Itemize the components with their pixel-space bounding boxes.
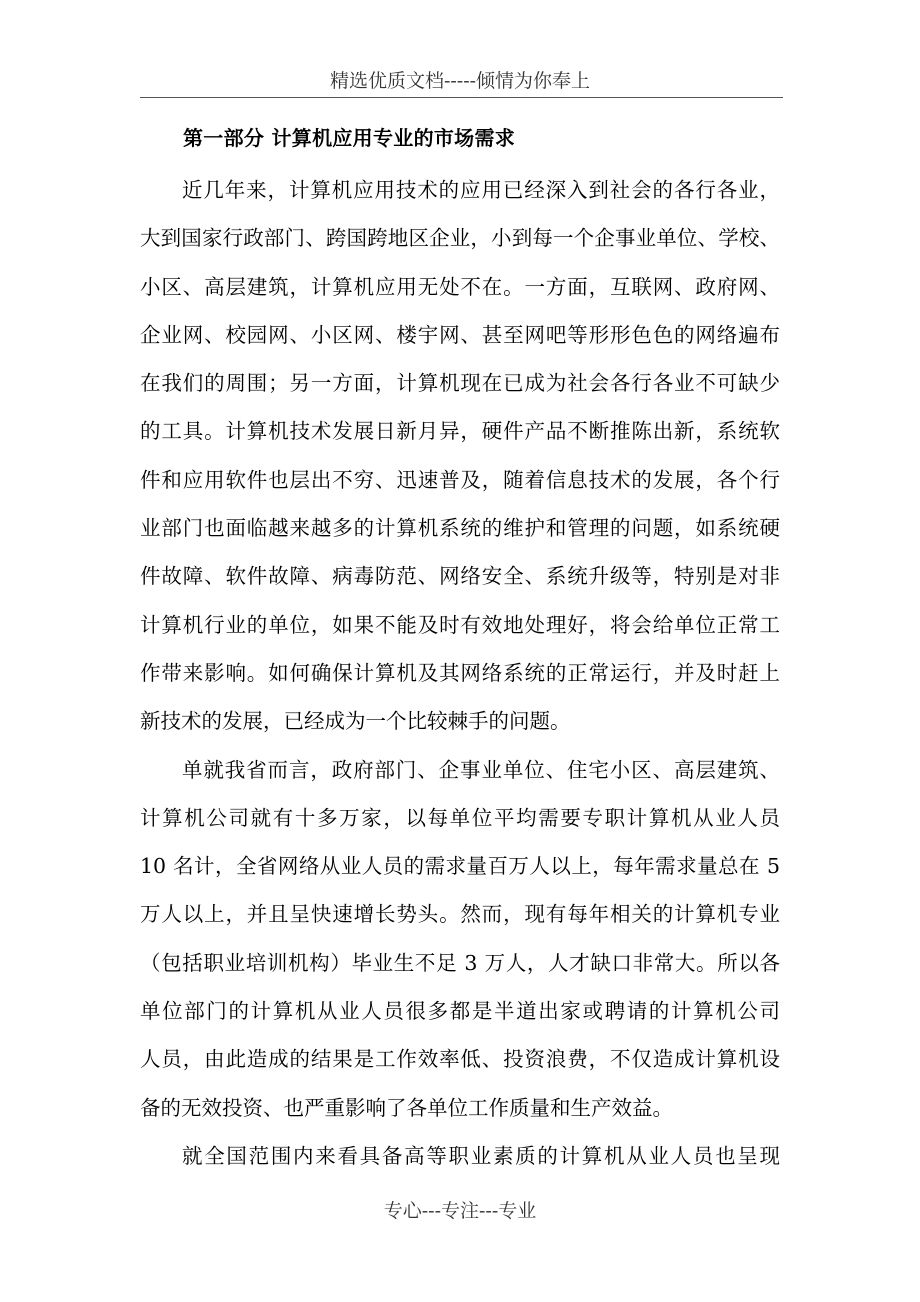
paragraph — [140, 166, 780, 746]
text-line: （包括职业培训机构）毕业生不足 3 万人，人才缺口非常大。所以各 — [140, 950, 780, 975]
text-line: 作带来影响。如何确保计算机及其网络系统的正常运行，并及时赶上 — [140, 660, 780, 685]
paragraph — [140, 746, 780, 1132]
text-line: 企业网、校园网、小区网、楼宇网、甚至网吧等形形色色的网络遍布 — [140, 322, 780, 347]
text-line: 件和应用软件也层出不穷、迅速普及，随着信息技术的发展，各个行 — [140, 467, 780, 492]
page-footer: 专心---专注---专业 — [383, 1200, 537, 1222]
body-text — [140, 166, 780, 1180]
text-line: 在我们的周围；另一方面，计算机现在已成为社会各行各业不可缺少 — [140, 371, 780, 396]
text-line: 业部门也面临越来越多的计算机系统的维护和管理的问题，如系统硬 — [140, 516, 780, 541]
text-line: 件故障、软件故障、病毒防范、网络安全、系统升级等，特别是对非 — [140, 564, 780, 589]
section-heading: 第一部分 计算机应用专业的市场需求 — [183, 126, 516, 150]
text-line: 单就我省而言，政府部门、企事业单位、住宅小区、高层建筑、 — [182, 757, 780, 782]
text-line: 10 名计，全省网络从业人员的需求量百万人以上，每年需求量总在 5 — [140, 854, 780, 879]
paragraph — [140, 1132, 780, 1180]
text-line: 计算机公司就有十多万家，以每单位平均需要专职计算机从业人员 — [140, 805, 780, 830]
text-line: 计算机行业的单位，如果不能及时有效地处理好，将会给单位正常工 — [140, 612, 780, 637]
text-line: 备的无效投资、也严重影响了各单位工作质量和生产效益。 — [140, 1095, 673, 1120]
text-line: 的工具。计算机技术发展日新月异，硬件产品不断推陈出新，系统软 — [140, 419, 780, 444]
text-line: 万人以上，并且呈快速增长势头。然而，现有每年相关的计算机专业 — [140, 902, 780, 927]
text-line: 新技术的发展，已经成为一个比较棘手的问题。 — [140, 709, 571, 734]
text-line: 大到国家行政部门、跨国跨地区企业，小到每一个企事业单位、学校、 — [140, 226, 780, 251]
text-line: 近几年来，计算机应用技术的应用已经深入到社会的各行各业， — [182, 178, 780, 202]
text-line: 单位部门的计算机从业人员很多都是半道出家或聘请的计算机公司 — [140, 999, 780, 1024]
text-line: 人员，由此造成的结果是工作效率低、投资浪费，不仅造成计算机设 — [140, 1047, 780, 1072]
text-line: 就全国范围内来看具备高等职业素质的计算机从业人员也呈现 — [182, 1143, 780, 1168]
text-line: 小区、高层建筑，计算机应用无处不在。一方面，互联网、政府网、 — [140, 274, 780, 299]
page-header: 精选优质文档-----倾情为你奉上 — [329, 70, 591, 92]
header-divider — [140, 97, 783, 98]
